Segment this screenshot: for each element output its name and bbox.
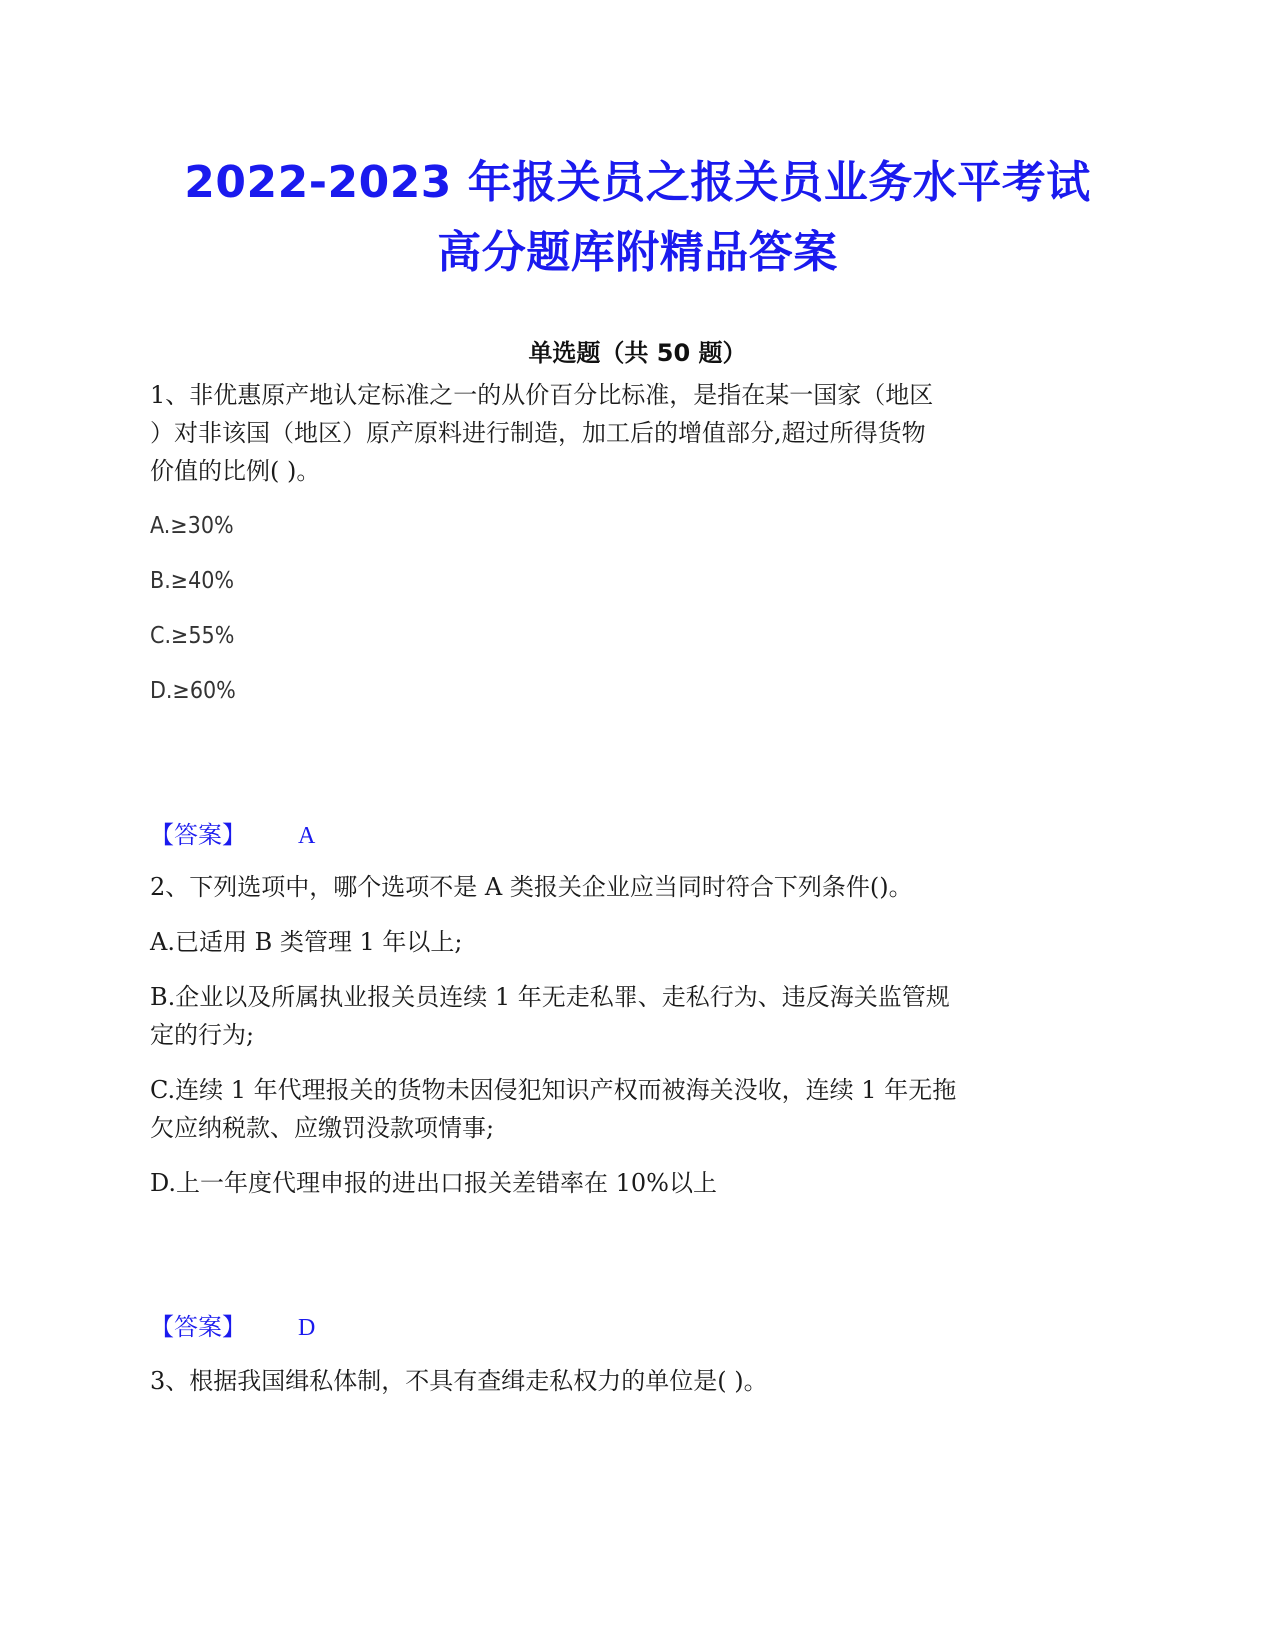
- question-1-line-3: 价值的比例( )。: [150, 457, 321, 485]
- question-2-option-a: A.已适用 B 类管理 1 年以上;: [150, 928, 463, 956]
- question-2-option-b-line-2: 定的行为;: [150, 1021, 255, 1049]
- document-title-line-1: 2022-2023 年报关员之报关员业务水平考试: [184, 157, 1091, 208]
- question-1-option-a: A.≥30%: [150, 513, 234, 539]
- question-3-line-1: 3、根据我国缉私体制，不具有查缉走私权力的单位是( )。: [150, 1367, 768, 1395]
- question-1-answer: [150, 818, 315, 853]
- question-1-option-c: C.≥55%: [150, 623, 235, 649]
- document-title-line-2: 高分题库附精品答案: [437, 227, 838, 278]
- question-2-option-c-line-1: C.连续 1 年代理报关的货物未因侵犯知识产权而被海关没收，连续 1 年无拖: [150, 1076, 957, 1104]
- question-2-answer: [150, 1310, 315, 1345]
- question-1-line-1: 1、非优惠原产地认定标准之一的从价百分比标准，是指在某一国家（地区: [150, 381, 934, 409]
- question-1-option-d: D.≥60%: [150, 678, 236, 704]
- section-heading: 单选题（共 50 题）: [528, 339, 747, 367]
- answer-value: A: [298, 823, 316, 849]
- question-1-option-b: B.≥40%: [150, 568, 235, 594]
- answer-label: 【答案】: [150, 821, 246, 849]
- question-2-option-c-line-2: 欠应纳税款、应缴罚没款项情事;: [150, 1114, 495, 1142]
- answer-value: D: [298, 1315, 316, 1341]
- question-2-option-b-line-1: B.企业以及所属执业报关员连续 1 年无走私罪、走私行为、违反海关监管规: [150, 983, 950, 1011]
- question-1-line-2: ）对非该国（地区）原产原料进行制造，加工后的增值部分,超过所得货物: [150, 419, 926, 447]
- answer-label: 【答案】: [150, 1313, 246, 1341]
- question-2-option-d: D.上一年度代理申报的进出口报关差错率在 10%以上: [150, 1169, 717, 1197]
- question-2-line-1: 2、下列选项中，哪个选项不是 A 类报关企业应当同时符合下列条件()。: [150, 873, 913, 901]
